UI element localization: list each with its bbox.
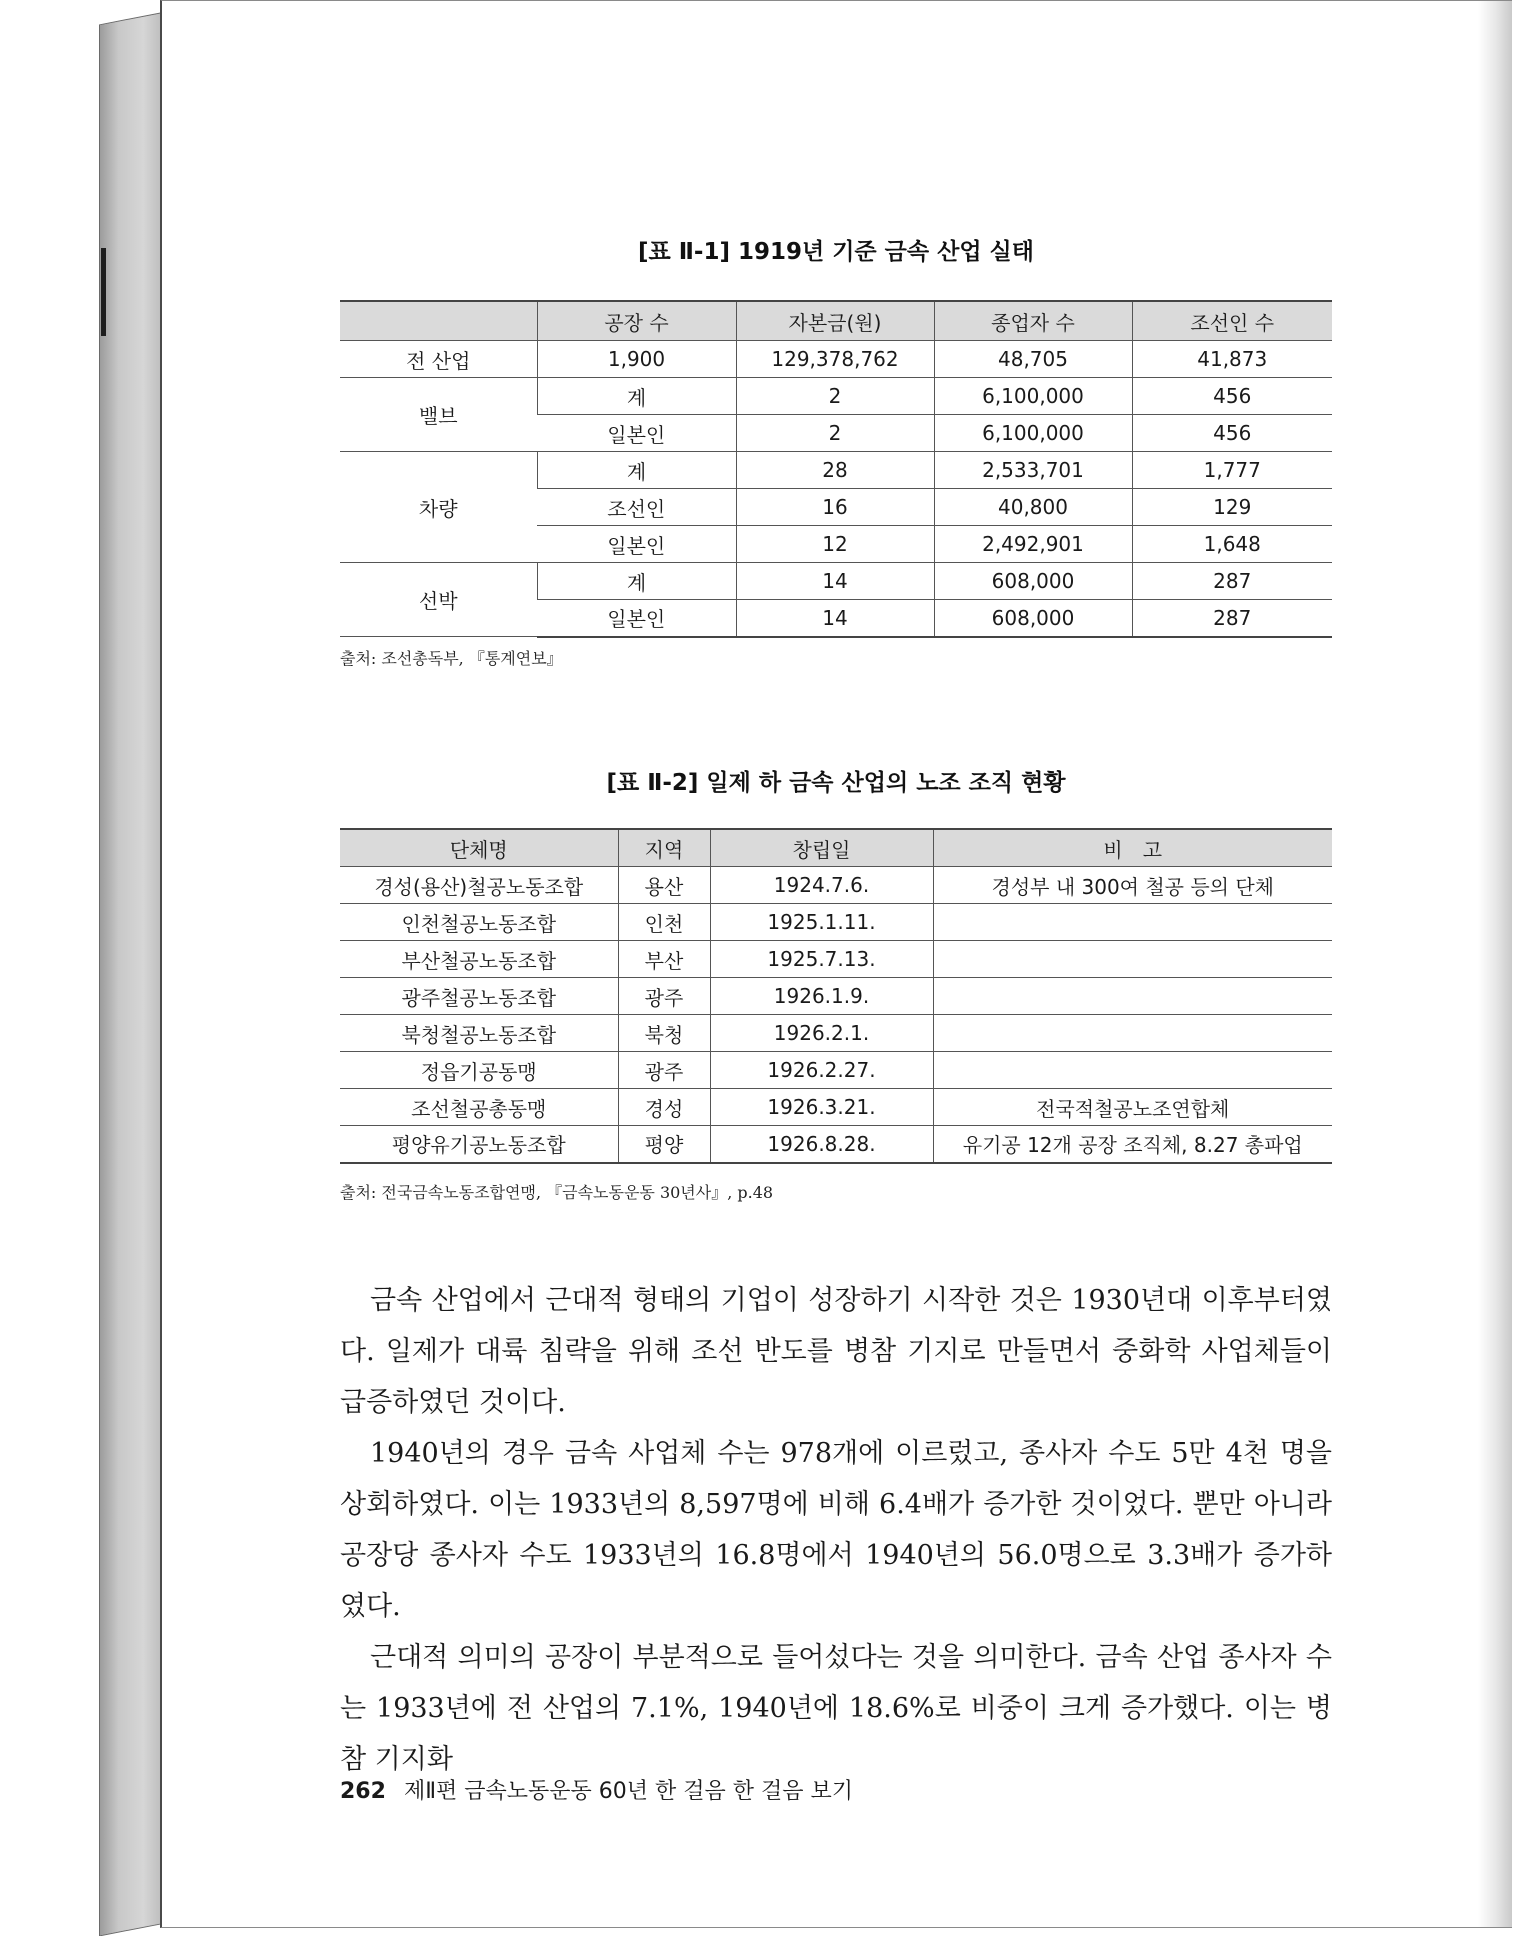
table-cell: 40,800 bbox=[934, 489, 1132, 526]
table-cell: 인천 bbox=[618, 904, 710, 941]
table-cell: 경성 bbox=[618, 1089, 710, 1126]
table-cell: 광주 bbox=[618, 978, 710, 1015]
table2-header-cell: 창립일 bbox=[710, 829, 933, 867]
table-cell: 28 bbox=[736, 452, 934, 489]
table2-header-cell: 지역 bbox=[618, 829, 710, 867]
table-cell: 2 bbox=[736, 378, 934, 415]
table-cell: 14 bbox=[736, 563, 934, 600]
table-row bbox=[340, 378, 1332, 415]
table-cell: 용산 bbox=[618, 867, 710, 904]
table-cell: 1926.8.28. bbox=[710, 1126, 933, 1163]
table1-header-cell: 종업자 수 bbox=[934, 301, 1132, 341]
table-cell: 북청철공노동조합 bbox=[340, 1015, 618, 1052]
table-cell: 2,492,901 bbox=[934, 526, 1132, 563]
paragraph: 근대적 의미의 공장이 부분적으로 들어섰다는 것을 의미한다. 금속 산업 종사자 수는 1933년에 전 산업의 7.1%, 1940년에 18.6%로 비중이 크게 증가했다. 이는 병참 기지화 bbox=[340, 1642, 1332, 1775]
group-label: 밸브 bbox=[340, 378, 537, 452]
table-cell: 부산철공노동조합 bbox=[340, 941, 618, 978]
table-cell: 전 산업 bbox=[340, 341, 537, 378]
table-cell: 1926.1.9. bbox=[710, 978, 933, 1015]
table-cell: 16 bbox=[736, 489, 934, 526]
table-cell: 41,873 bbox=[1132, 341, 1332, 378]
table-cell bbox=[933, 1052, 1332, 1089]
table1-caption: [표 Ⅱ-1] 1919년 기준 금속 산업 실태 bbox=[638, 239, 1034, 265]
table-cell: 2 bbox=[736, 415, 934, 452]
paragraph: 1940년의 경우 금속 사업체 수는 978개에 이르렀고, 종사자 수도 5만 4천 명을 상회하였다. 이는 1933년의 8,597명에 비해 6.4배가 증가한 것이었다. 뿐만 아니라 공장당 종사자 수도 1933년의 16.8명에서 1940년의 56.0명으로 3.3배가 증가하였다. bbox=[340, 1438, 1332, 1622]
table-cell: 1924.7.6. bbox=[710, 867, 933, 904]
table-row bbox=[340, 1052, 1332, 1089]
table-row bbox=[340, 1089, 1332, 1126]
table1-header-cell bbox=[340, 301, 537, 341]
table-cell: 1,900 bbox=[537, 341, 736, 378]
table1-source: 출처: 조선총독부, 『통계연보』 bbox=[340, 649, 563, 668]
group-label: 선박 bbox=[340, 563, 537, 637]
table-cell: 608,000 bbox=[934, 563, 1132, 600]
table-row bbox=[340, 452, 1332, 489]
table2-header-cell: 비 고 bbox=[933, 829, 1332, 867]
page-footer bbox=[340, 1774, 853, 1805]
table-cell: 287 bbox=[1132, 563, 1332, 600]
table-cell: 129,378,762 bbox=[736, 341, 934, 378]
table-cell: 14 bbox=[736, 600, 934, 637]
table2-source: 출처: 전국금속노동조합연맹, 『금속노동운동 30년사』, p.48 bbox=[340, 1183, 774, 1202]
table-cell: 인천철공노동조합 bbox=[340, 904, 618, 941]
table-row bbox=[340, 341, 1332, 378]
table-row bbox=[340, 1126, 1332, 1163]
table1-header-row bbox=[340, 301, 1332, 341]
table-cell bbox=[933, 1015, 1332, 1052]
table-cell: 광주 bbox=[618, 1052, 710, 1089]
table1-header-cell: 조선인 수 bbox=[1132, 301, 1332, 341]
table-cell: 경성(용산)철공노동조합 bbox=[340, 867, 618, 904]
table-cell: 평양 bbox=[618, 1126, 710, 1163]
table-row bbox=[340, 978, 1332, 1015]
table-cell: 608,000 bbox=[934, 600, 1132, 637]
table-row bbox=[340, 867, 1332, 904]
section-title: 제Ⅱ편 금속노동운동 60년 한 걸음 한 걸음 보기 bbox=[403, 1779, 853, 1804]
book-spine-edge bbox=[99, 12, 163, 1936]
table-cell: 계 bbox=[537, 452, 736, 489]
table-cell: 1926.2.1. bbox=[710, 1015, 933, 1052]
table2-header-cell: 단체명 bbox=[340, 829, 618, 867]
table-cell bbox=[933, 978, 1332, 1015]
table-cell: 부산 bbox=[618, 941, 710, 978]
table-cell: 1926.3.21. bbox=[710, 1089, 933, 1126]
table-cell: 조선철공총동맹 bbox=[340, 1089, 618, 1126]
table-cell: 유기공 12개 공장 조직체, 8.27 총파업 bbox=[933, 1126, 1332, 1163]
table1 bbox=[340, 300, 1332, 638]
paragraph: 금속 산업에서 근대적 형태의 기업이 성장하기 시작한 것은 1930년대 이후부터였다. 일제가 대륙 침략을 위해 조선 반도를 병참 기지로 만들면서 중화학 사업체들이 급증하였던 것이다. bbox=[340, 1285, 1332, 1418]
table-cell: 일본인 bbox=[537, 526, 736, 563]
table-cell: 6,100,000 bbox=[934, 378, 1132, 415]
table-cell: 287 bbox=[1132, 600, 1332, 637]
group-label: 차량 bbox=[340, 452, 537, 563]
table-cell: 1925.1.11. bbox=[710, 904, 933, 941]
table-cell: 2,533,701 bbox=[934, 452, 1132, 489]
table1-header-cell: 공장 수 bbox=[537, 301, 736, 341]
table-cell: 1926.2.27. bbox=[710, 1052, 933, 1089]
table-cell: 129 bbox=[1132, 489, 1332, 526]
table-cell: 조선인 bbox=[537, 489, 736, 526]
table2-header-row bbox=[340, 829, 1332, 867]
table2 bbox=[340, 828, 1332, 1164]
table-row bbox=[340, 1015, 1332, 1052]
table-cell: 6,100,000 bbox=[934, 415, 1132, 452]
table-cell: 1,648 bbox=[1132, 526, 1332, 563]
table-cell bbox=[933, 904, 1332, 941]
spine-mark bbox=[101, 248, 106, 336]
table-cell: 북청 bbox=[618, 1015, 710, 1052]
body-text bbox=[340, 1275, 1332, 1785]
table-cell: 456 bbox=[1132, 378, 1332, 415]
table-cell: 전국적철공노조연합체 bbox=[933, 1089, 1332, 1126]
page-gutter-shadow bbox=[1478, 1, 1512, 1927]
table1-header-cell: 자본금(원) bbox=[736, 301, 934, 341]
table-cell: 일본인 bbox=[537, 415, 736, 452]
table-cell: 계 bbox=[537, 378, 736, 415]
table-row bbox=[340, 904, 1332, 941]
table-cell bbox=[933, 941, 1332, 978]
table-cell: 경성부 내 300여 철공 등의 단체 bbox=[933, 867, 1332, 904]
table-cell: 456 bbox=[1132, 415, 1332, 452]
table-cell: 12 bbox=[736, 526, 934, 563]
table2-caption: [표 Ⅱ-2] 일제 하 금속 산업의 노조 조직 현황 bbox=[606, 770, 1066, 796]
table-cell: 1925.7.13. bbox=[710, 941, 933, 978]
table-cell: 정읍기공동맹 bbox=[340, 1052, 618, 1089]
table-cell: 계 bbox=[537, 563, 736, 600]
table-cell: 광주철공노동조합 bbox=[340, 978, 618, 1015]
table-row bbox=[340, 563, 1332, 600]
table-cell: 1,777 bbox=[1132, 452, 1332, 489]
page-number: 262 bbox=[340, 1779, 386, 1804]
table-row bbox=[340, 941, 1332, 978]
table-cell: 일본인 bbox=[537, 600, 736, 637]
table-cell: 평양유기공노동조합 bbox=[340, 1126, 618, 1163]
table-cell: 48,705 bbox=[934, 341, 1132, 378]
